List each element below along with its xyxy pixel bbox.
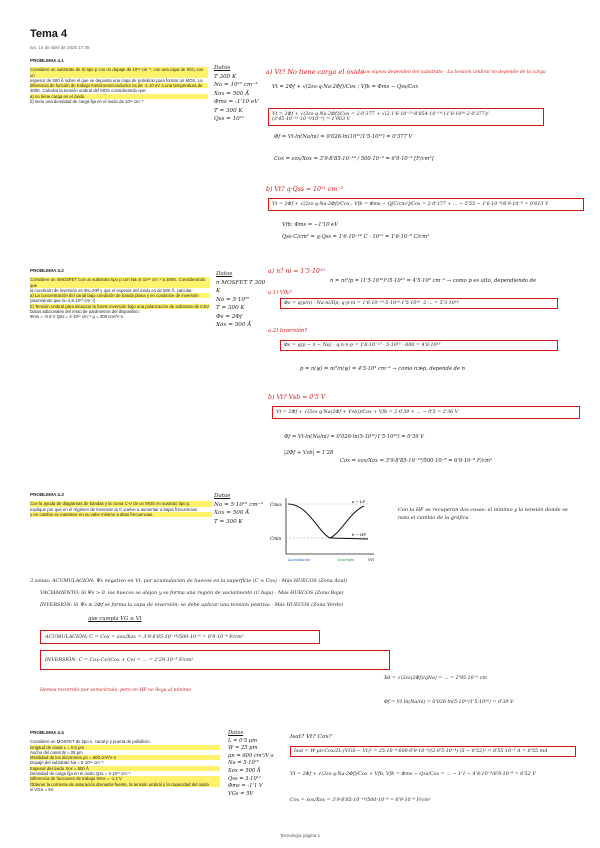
data-item: T = 300 K (214, 518, 243, 525)
problem-line: espesor de 500 Å sobre el que se deposita una capa de polisilicio para formar un MOS. La (30, 77, 203, 83)
problem-line: Considere un nMOSFET con un substrato tipo p con Na=5·10¹⁶ cm⁻³ a 300K. Considerando que (30, 277, 210, 288)
data-item: Na = 10¹⁶ cm⁻³ (214, 82, 258, 88)
problem-4-1-data (214, 64, 264, 124)
problem-line: a) La concentración del canal bajo condición de banda plana y en condición de inversión (30, 293, 210, 298)
data-item: Φms = -1'10 eV (214, 99, 259, 105)
cv-hf-label: b → HF (352, 532, 366, 537)
problem-line: b) Tensión umbral para alcanzar la fuerte inversión bajo una polarización de substrato de 0.5V (30, 303, 210, 309)
cv-comment: Con la HF se recuperan dos cosas: el mínimo y la tensión donde se nota el cambio de la gráfica (398, 507, 568, 521)
problem-line: diferencia de función de trabajo metal-semiconductor es de -1.10 eV a una temperatura de (30, 83, 208, 88)
problem-line: si VGS = 5V (30, 786, 54, 792)
cv-acc-label: Acumulación (288, 558, 311, 562)
problem-line: Diferencia de funciones de trabajo Φms = -1,1 V (30, 776, 220, 781)
problem-4-1 (30, 58, 208, 104)
sol-4-2-b-heading: b) Vt? Vsb = 0'5 V (268, 394, 326, 401)
problem-heading: PROBLEMA 4.1 (30, 58, 64, 63)
problem-line: Densidad de carga fija en el óxido Qss = 3·10¹¹ cm⁻² (30, 771, 131, 777)
data-item: T = 300 K (216, 305, 245, 311)
problem-line: Espesor del óxido Xox = 500 Å (30, 766, 220, 771)
sol-4-1-a-box: Vt = 2Φf + √(2εs·q·Na·2Φf)/Cox = 2·0'377 + √(2·1'6·10⁻¹⁹·8'854·10⁻¹⁴·11'8·10¹⁶·2·0'377)/ (3'45·10⁻¹³·10⁻⁸/10⁻⁶) = 1'903 V (268, 108, 544, 126)
cv-cmin-label: Cmin (270, 536, 282, 541)
data-item: VGs = 5V (228, 790, 254, 797)
cv-inv-label: Inversión (338, 558, 355, 562)
problem-line: Con la ayuda de diagramas de bandas y la curva C-V de un MOS en sustrato tipo p, (30, 501, 212, 506)
cv-hf-curve (330, 538, 368, 539)
data-item: Qss = 10¹¹ (214, 116, 245, 122)
data-header: Datos (216, 271, 233, 277)
sol-4-1-a-eq: Vt = 2Φf + √(2εs·q·Na·2Φf)/Cox ; Vfb = Φms − Qss/Cox (272, 84, 419, 90)
zone-text: INVERSIÓN: Si Ψs ≥ 2Φf se forma la capa de inversión; se debe aplicar una tensión positiva · Más HUECOS (Zona Verde) (40, 602, 344, 608)
data-item: T 300 K (214, 73, 237, 80)
data-header: Datos (228, 730, 244, 736)
problem-line: Obtener la corriente de saturación drenador-fuente, la tensión umbral y la capacidad del óxido (30, 782, 220, 787)
problem-line: longitud de canal L = 0,5 μm (30, 745, 220, 750)
problem-line: Movilidad de los electrones μn = 600 cm²/V·s (30, 755, 220, 760)
data-item: Qss = 3·10¹¹ (228, 775, 261, 782)
page-title: Tema 4 (30, 28, 68, 40)
sol-4-2-a-n: n = ni²/p = (1'5·10¹⁰)²/5·10¹⁶ = 4'5·10³ cm⁻³ → como p es alto, dependiendo de (330, 278, 537, 284)
zone-text: 3 zonas: ACUMULACIÓN: Ψs negativo en Vt, por acumulación de huecos en la superficie (C ≈ Cox) · Más HUECOS (Zona Azul) (30, 578, 347, 584)
data-header: Datos (214, 65, 231, 71)
sol-4-4-cox: Cox = εox/Xox = 3'9·8'85·10⁻¹⁴/500·10⁻⁸ = 6'9·10⁻⁸ F/cm² (290, 798, 431, 803)
data-item: L = 0'5 μm (228, 737, 258, 744)
sol-4-2-a2: a.2) Inversión? (268, 328, 308, 334)
problem-heading: PROBLEMA 4.2 (30, 268, 64, 273)
data-item: Xox = 500 Å (214, 510, 250, 516)
page-date: lun, 14 de abril de 2025 17:35 (30, 45, 90, 50)
problem-line: Considere un MOSFET de tipo n, canal p y puerta de polisilicio. (30, 739, 151, 745)
data-item: W = 25 μm (228, 745, 258, 752)
sol-4-2-b-phif: Φf = Vt·ln(Na/ni) = 0'026·ln(5·10¹⁶/1'5·10¹⁰) = 0'39 V (284, 434, 424, 440)
data-item: T = 300 K (214, 107, 243, 114)
sol-4-1-a-heading: a) Vt? No tiene carga el óxido (266, 68, 365, 76)
data-item: Xox = 500 Å (214, 90, 250, 97)
page-footer: Tecnología página 1 (279, 833, 321, 838)
data-item: Φs = 2Φf (216, 313, 242, 320)
sol-4-2-a1: a.1) Vfb? (268, 290, 292, 296)
data-item: Xox = 500 Å (228, 767, 261, 774)
problem-line: Φms = -0.9 V Qss = 3·10¹¹ cm⁻² μ = 300 cm²/V·s (30, 314, 124, 320)
problem-4-4-data (228, 730, 286, 798)
cv-lf-label: a → LF (352, 499, 366, 504)
data-item: Φms = -1'1 V (228, 783, 263, 790)
problem-line: a) no tiene carga en el óxido. (30, 94, 208, 99)
data-item: n MOSFET T 300 K (216, 279, 266, 294)
sol-4-2-b-box: Vt = 2Φf + √(2εs·q·Na(2Φf + Vsb))/Cox + Vfb = 2·0'39 + … − 0'5 = 2'36 V (272, 406, 580, 419)
zone-inversion (40, 602, 570, 608)
problem-line: explique por qué en el régimen de inversión la C vuelve a aumentar a bajas frecuencias (30, 506, 197, 512)
problem-4-4 (30, 730, 220, 792)
sol-4-1-cox: Cox = εox/Xox = 3'9·8'85·10⁻¹⁴ / 500·10⁻⁸ = 6'9·10⁻⁸ [F/cm²] (274, 156, 434, 162)
sol-4-1-b-vfb: Vfb: Φms = −1'10 eV (282, 222, 339, 228)
problem-line: Considere un substrato de Si tipo p con un dopaje de 10¹⁶ cm⁻³, con una capa de SiO₂ con un (30, 67, 208, 78)
problem-heading: PROBLEMA 4.3 (30, 492, 64, 497)
problem-4-3-data (214, 492, 264, 526)
sol-4-1-phif: Φf = Vt·ln(Na/ni) = 0'026·ln(10¹⁶/1'5·10¹⁰) = 0'377 V (274, 134, 413, 140)
acumulacion-box: ACUMULACIÓN: C = Cox = εox/Xox = 3'9·8'85·10⁻¹⁴/500·10⁻⁸ = 6'9·10⁻⁸ F/cm² (40, 630, 320, 644)
problem-4-2-data (216, 270, 266, 330)
data-item: μn = 600 cm²/V·s (228, 752, 274, 759)
inversion-box: INVERSIÓN: C = Cox·Cs/(Cox + Cs) = … = 2'29·10⁻⁸ F/cm² (40, 650, 390, 670)
sol-4-4-heading: Isat? Vt? Cox? (290, 734, 332, 740)
data-header: Datos (214, 493, 231, 499)
xd-equation: Xd = √(2εs(2Φf)/qNa) = … = 2'95·10⁻⁵ cm (384, 676, 487, 681)
data-item: Na = 5·10¹⁶ cm⁻³ (214, 501, 263, 508)
cv-curve-graph (268, 494, 378, 564)
problem-line: y en cambio se mantiene en su valor mínimo a altas frecuencias. (30, 512, 212, 517)
problem-heading: PROBLEMA 4.4 (30, 730, 64, 735)
sol-4-1-b-qss: Qss·C/cm² = q·Qss = 1'6·10⁻¹⁹ C · 10¹¹ = 1'6·10⁻⁸ C/cm² (282, 234, 430, 240)
problem-line: Datos adicionales del resto de parámetros del dispositivo: (30, 309, 140, 315)
problem-line: Ancho del canal W = 25 μm (30, 749, 83, 755)
sol-4-2-b-vsb: |2Φf + Vsb| = 1'28 (284, 450, 334, 456)
zone-text: VACIAMIENTO: Si Ψs > 0, los huecos se alejan y se forma una región de vaciamiento (C baja) · Más HUECOS (Zona Roja) (40, 590, 344, 596)
sol-4-4-vt: Vt = 2Φf + √(2εs·q·Na·2Φf)/Cox + Vfb; Vfb = Φms − Qss/Cox = … − 1'1 − 4'8·10⁻⁸/6'9·10⁻⁸ = 0'52 V (290, 772, 536, 777)
sol-4-2-a-heading: a) n? ni = 1'5·10¹⁰ (268, 268, 325, 275)
sol-4-2-b-cox: Cox = εox/Xox = 3'9·8'85·10⁻¹⁴/500·10⁻⁸ = 6'9·10⁻⁸ F/cm² (340, 458, 493, 464)
sol-4-1-b-box: Vt = 2Φf + √(2εs·q·Na·2Φf)/Cox ; Vfb = Φms − Q[C/cm²]/Cox = 2·0'377 + … − 5'55 − 1'6·10⁻⁸/6'9·10⁻⁸ = 0'613 V (268, 198, 584, 211)
data-item: Na = 5·10¹⁶ (216, 296, 250, 303)
phif-equation: Φf = Vt·ln(Na/ni) = 0'026·ln(5·10¹⁶/1'5·10¹⁰) = 0'39 V (384, 700, 514, 705)
data-item: Xox = 500 Å (216, 322, 252, 328)
problem-line: Dopaje del substrato Na = 5·10¹⁶ cm⁻³ (30, 760, 104, 766)
sol-4-2-a1-box: Φs = q(p/n) · Na·ni/Dp; q·p·ni = 1'6·10⁻¹⁹·5·10¹⁶·1'5·10¹⁰ ·2·… = 5'3·10¹⁴ (280, 298, 558, 309)
sol-4-4-isat: Isat = W·μn·Cox/2L·(VGS − Vt)² = 25·10⁻⁴·600·6'9·10⁻⁸/(2·0'5·10⁻⁴)·(5 − 0'52)² = 8'55·10⁻³ A = 8'55 mA (290, 746, 576, 757)
zone-acumulacion (30, 578, 570, 584)
inversion-note: Hemos recorrido por semicírculo, pero en HF no llega al mínimo (40, 688, 192, 693)
data-item: Na = 5·10¹⁶ (228, 760, 259, 767)
zone-condition: que cumpla VG ≥ Vt (88, 616, 142, 622)
sol-4-1-b-heading: b) Vt? q·Qss = 10¹¹ cm⁻² (266, 186, 343, 193)
sol-4-1-a-note: Los signos dependen del substrato · La tensión umbral no depende de la carga (362, 70, 546, 75)
problem-line: b) tiene una densidad de carga fija en el óxido de 10¹¹ cm⁻² (30, 99, 144, 105)
problem-line: (asumiendo que ni=1,5·10¹⁰ cm⁻³) (30, 298, 96, 304)
cv-cmax-label: Cmax (270, 502, 283, 507)
problem-line: la condición de inversión es Φs=2Φf y que el espesor del óxido es de 500 Å, calcular: (30, 287, 193, 293)
problem-4-3 (30, 492, 212, 517)
cv-x-label: VG (368, 557, 375, 562)
sol-4-2-a2-box: Φs = q(p − n − Na) · q·n·n·p = 1'6·10⁻¹⁹ · 5·10¹⁶ · 600 = 4'8·10¹⁸ (280, 340, 558, 351)
zone-vaciamiento (40, 590, 570, 596)
problem-line: 300K. Calcular la tensión umbral del MOS considerando que: (30, 88, 147, 94)
sol-4-2-p: p = n(ψ) = ni²/n(ψ) = 4'5·10³ cm⁻³ → como n≫p, depende de n (300, 366, 465, 372)
problem-4-2 (30, 268, 210, 320)
